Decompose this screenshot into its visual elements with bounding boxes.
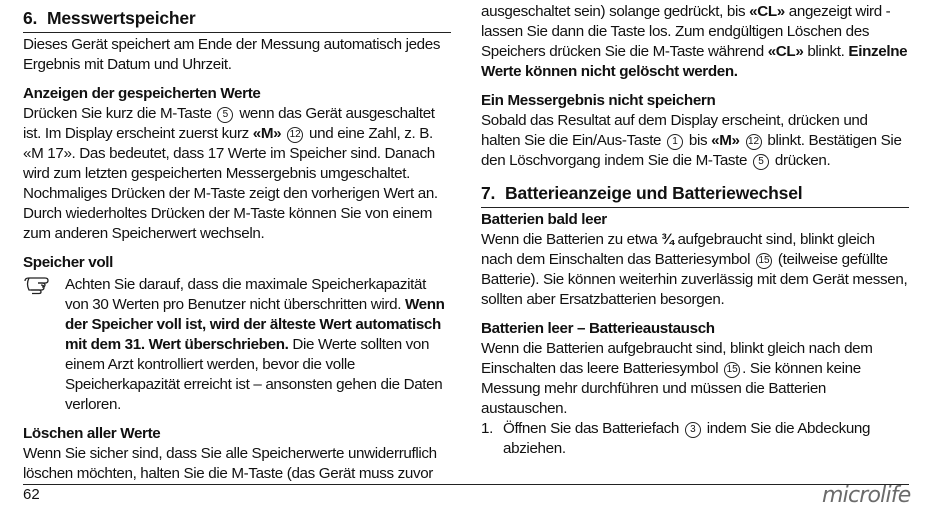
heading-battery-empty: Batterien leer – Batterieaustausch: [481, 320, 715, 337]
ref-circle: 12: [287, 127, 303, 143]
section-number: 6.: [23, 8, 38, 28]
intro-paragraph: Dieses Gerät speichert am Ende der Messung automatisch jedes Ergebnis mit Datum und Uhrzeit.: [23, 36, 441, 73]
paragraph-no-save: Sobald das Resultat auf dem Display erscheint, drücken und halten Sie die Ein/Aus-Taste 1 bis «M» 12 blinkt. Bestätigen Sie den Löschvorgang indem Sie die M-Taste 5 drücken.: [481, 112, 902, 169]
section-number: 7.: [481, 183, 496, 203]
paragraph-display-values: Drücken Sie kurz die M-Taste 5 wenn das Gerät ausgeschaltet ist. Im Display erscheint zuerst kurz «M» 12 und eine Zahl, z. B. «M 17». Das bedeutet, dass 17 Werte im Speicher sind. Danach wird zum letzten gespeicherten Messergebnis umgeschaltet.: [23, 105, 435, 182]
paragraph-battery-empty: Wenn die Batterien aufgebraucht sind, blinkt gleich nach dem Einschalten das leere Batteriesymbol 15 . Sie können keine Messung mehr durchführen und müssen die Batterien austauschen.: [481, 340, 873, 417]
section-title-6: [23, 6, 451, 33]
ref-circle: 15: [724, 362, 740, 378]
ref-circle: 5: [753, 154, 769, 170]
heading-memory-full: Speicher voll: [23, 254, 113, 271]
section-title-7: [481, 181, 909, 208]
section-title-text: Messwertspeicher: [47, 8, 196, 28]
ref-circle: 3: [685, 422, 701, 438]
brand-logo: microlife: [822, 483, 911, 508]
page-number: 62: [23, 486, 40, 503]
ref-circle: 15: [756, 253, 772, 269]
right-column: [481, 2, 909, 459]
heading-no-save: Ein Messergebnis nicht speichern: [481, 92, 716, 109]
heading-display-values: Anzeigen der gespeicherten Werte: [23, 85, 261, 102]
section-title-text: Batterieanzeige und Batteriewechsel: [505, 183, 803, 203]
heading-delete-all: Löschen aller Werte: [23, 425, 161, 442]
heading-battery-low: Batterien bald leer: [481, 211, 607, 228]
list-item-step-1: 1. Öffnen Sie das Batteriefach 3 indem Sie die Abdeckung abziehen.: [481, 420, 871, 457]
ref-circle: 5: [217, 107, 233, 123]
footer-divider: [23, 484, 909, 485]
paragraph-repeat-press: Nochmaliges Drücken der M-Taste zeigt den vorherigen Wert an. Durch wiederholtes Drücken der M-Taste können Sie von einem zum anderen Speicherwert wechseln.: [23, 185, 438, 242]
paragraph-delete-all: Wenn Sie sicher sind, dass Sie alle Speicherwerte unwiderruflich löschen möchten, halten Sie die M-Taste (das Gerät muss zuvor: [23, 445, 437, 482]
note-memory-full: Achten Sie darauf, dass die maximale Speicherkapazität von 30 Werten pro Benutzer nicht überschritten wird. Wenn der Speicher voll ist, wird der älteste Wert automatisch mit dem 31. Wert überschrieben. Die Werte sollten von einem Arzt kontrolliert werden, bevor die volle Speicherkapazität erreicht ist – ansonsten gehen die Daten verloren.: [23, 275, 451, 415]
paragraph-delete-continued: ausgeschaltet sein) solange gedrückt, bis «CL» angezeigt wird - lassen Sie dann die Taste los. Zum endgültigen Löschen des Speichers drücken Sie die M-Taste während «CL» blinkt. Einzelne Werte können nicht gelöscht werden.: [481, 3, 908, 80]
ref-circle: 1: [667, 134, 683, 150]
pointing-hand-icon: [23, 275, 55, 295]
paragraph-battery-low: Wenn die Batterien zu etwa ¾ aufgebraucht sind, blinkt gleich nach dem Einschalten das Batteriesymbol 15 (teilweise gefüllte Batterie). Sie können weiterhin zuverlässig mit dem Gerät messen, sollten aber Ersatzbatterien besorgen.: [481, 231, 908, 308]
left-column: [23, 2, 451, 484]
ref-circle: 12: [746, 134, 762, 150]
